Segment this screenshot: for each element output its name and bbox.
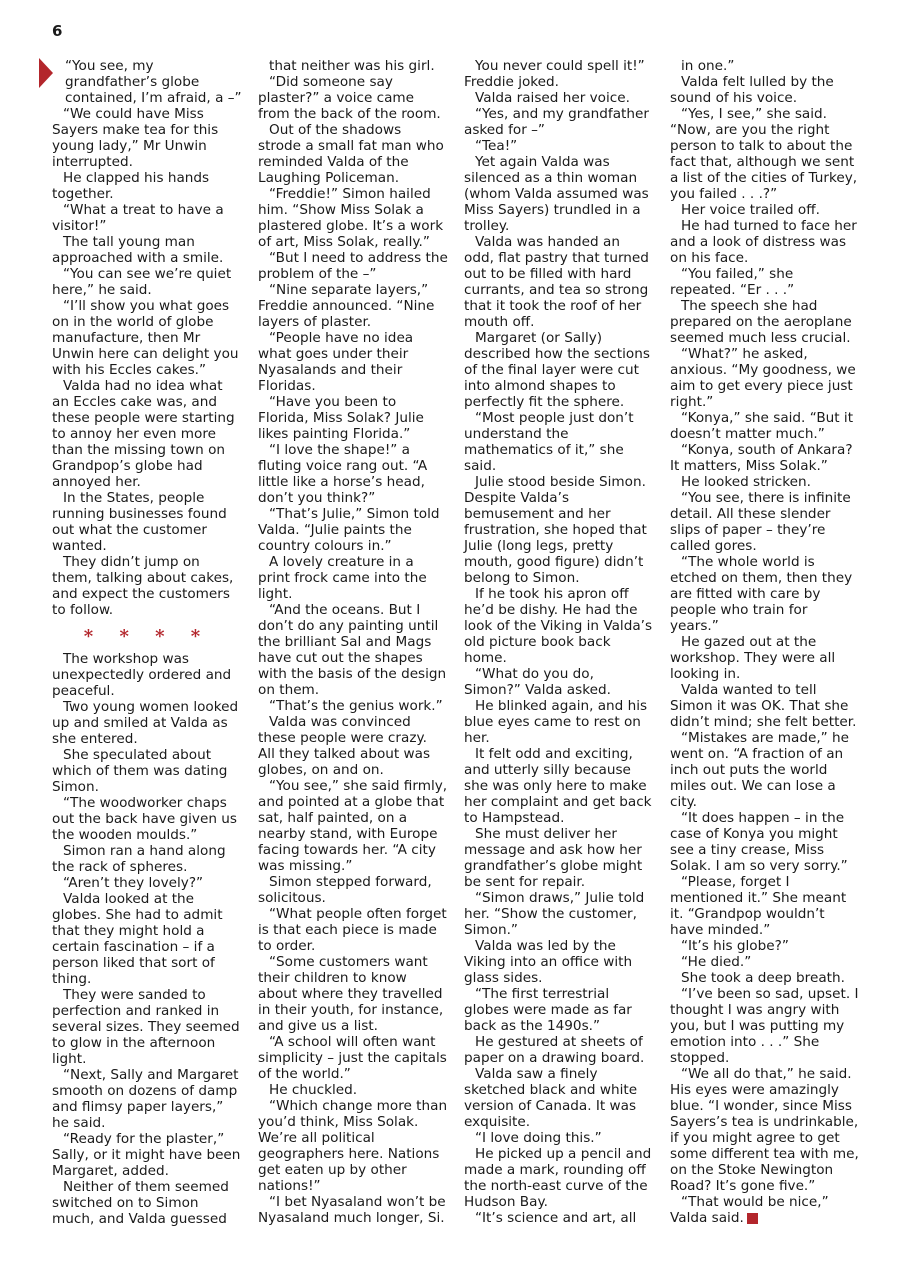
paragraph <box>464 106 654 138</box>
paragraph <box>670 202 860 218</box>
paragraph <box>52 266 242 298</box>
paragraph-text: She speculated about which of them was dating Simon. <box>52 747 228 795</box>
paragraph <box>52 875 242 891</box>
paragraph-text: Simon stepped forward, solicitous. <box>258 874 432 906</box>
paragraph-text: “You see, there is infinite detail. All these slender slips of paper – they’re called gores. <box>670 490 851 554</box>
paragraph <box>258 714 448 778</box>
paragraph <box>52 651 242 699</box>
paragraph <box>52 699 242 747</box>
paragraph-text: He had turned to face her and a look of distress was on his face. <box>670 218 857 266</box>
paragraph <box>464 1066 654 1130</box>
paragraph-text: It felt odd and exciting, and utterly silly because she was only here to make her complaint and get back to Hampstead. <box>464 746 652 826</box>
paragraph <box>464 586 654 666</box>
paragraph-text: “You can see we’re quiet here,” he said. <box>52 266 232 298</box>
paragraph-text: “People have no idea what goes under their Nyasalands and their Floridas. <box>258 330 414 394</box>
paragraph-text: The workshop was unexpectedly ordered and peaceful. <box>52 651 232 699</box>
paragraph <box>52 490 242 554</box>
paragraph <box>670 874 860 938</box>
paragraph <box>464 698 654 746</box>
paragraph-text: Julie stood beside Simon. Despite Valda’s bemusement and her frustration, she hoped that Julie (long legs, pretty mouth, good figure) didn’t belong to Simon. <box>464 474 647 586</box>
paragraph-text: They were sanded to perfection and ranked in several sizes. They seemed to glow in the afternoon light. <box>52 987 240 1067</box>
paragraph-text: “I love the shape!” a fluting voice rang out. “A little like a horse’s head, don’t you think?” <box>258 442 428 506</box>
paragraph-text: Valda saw a finely sketched black and white version of Canada. It was exquisite. <box>464 1066 638 1130</box>
paragraph <box>52 891 242 987</box>
paragraph-text: “Have you been to Florida, Miss Solak? Julie likes painting Florida.” <box>258 394 424 442</box>
paragraph <box>258 74 448 122</box>
paragraph-text: Valda felt lulled by the sound of his voice. <box>670 74 834 106</box>
paragraph <box>670 106 860 202</box>
paragraph-text: “You failed,” she repeated. “Er . . .” <box>670 266 795 298</box>
paragraph <box>52 795 242 843</box>
paragraph-text: “What a treat to have a visitor!” <box>52 202 224 234</box>
column-1-part-a <box>52 58 242 618</box>
paragraph <box>670 266 860 298</box>
paragraph <box>464 410 654 474</box>
paragraph <box>670 410 860 442</box>
paragraph <box>52 58 242 106</box>
paragraph <box>670 74 860 106</box>
paragraph-text: “The whole world is etched on them, then they are fitted with care by people who train for years.” <box>670 554 853 634</box>
paragraph-text: “Some customers want their children to know about where they travelled in their youth, for instance, and give us a list. <box>258 954 444 1034</box>
paragraph-text: Valda was led by the Viking into an office with glass sides. <box>464 938 633 986</box>
paragraph-text: He looked stricken. <box>681 474 811 490</box>
paragraph-text: “What do you do, Simon?” Valda asked. <box>464 666 611 698</box>
paragraph <box>52 170 242 202</box>
paragraph-text: Valda raised her voice. <box>475 90 630 106</box>
paragraph-text: “Yes, I see,” she said. “Now, are you the right person to talk to about the fact that, although we sent a list of the cities of Turkey, you failed . . .?” <box>670 106 858 202</box>
paragraph-text: If he took his apron off he’d be dishy. He had the look of the Viking in Valda’s old picture book back home. <box>464 586 653 666</box>
paragraph-text: He gazed out at the workshop. They were all looking in. <box>670 634 836 682</box>
paragraph <box>670 954 860 970</box>
column-3 <box>464 58 654 1226</box>
paragraph-text: “The first terrestrial globes were made as far back as the 1490s.” <box>464 986 632 1034</box>
paragraph-text: “A school will often want simplicity – just the capitals of the world.” <box>258 1034 447 1082</box>
paragraph-text: “Did someone say plaster?” a voice came from the back of the room. <box>258 74 441 122</box>
paragraph <box>670 58 860 74</box>
paragraph <box>670 1194 860 1226</box>
paragraph-text: “I love doing this.” <box>475 1130 602 1146</box>
paragraph <box>258 698 448 714</box>
paragraph <box>258 954 448 1034</box>
paragraph <box>670 938 860 954</box>
paragraph <box>670 970 860 986</box>
paragraph-text: “Konya,” she said. “But it doesn’t matter much.” <box>670 410 854 442</box>
paragraph-text: “I’ll show you what goes on in the world of globe manufacture, then Mr Unwin here can delight you with his Eccles cakes.” <box>52 298 239 378</box>
paragraph <box>258 250 448 282</box>
paragraph-text: “What people often forget is that each piece is made to order. <box>258 906 447 954</box>
paragraph <box>258 282 448 330</box>
paragraph <box>52 106 242 170</box>
paragraph <box>258 506 448 554</box>
paragraph <box>258 122 448 186</box>
paragraph-text: He chuckled. <box>269 1082 358 1098</box>
paragraph <box>464 1034 654 1066</box>
paragraph <box>464 474 654 586</box>
paragraph-text: Valda wanted to tell Simon it was OK. That she didn’t mind; she felt better. <box>670 682 857 730</box>
paragraph <box>464 90 654 106</box>
paragraph <box>258 394 448 442</box>
paragraph <box>52 554 242 618</box>
paragraph-text: Neither of them seemed switched on to Simon much, and Valda guessed <box>52 1179 229 1227</box>
paragraph-text: “It’s science and art, all <box>475 1210 637 1226</box>
paragraph <box>670 218 860 266</box>
paragraph-text: He clapped his hands together. <box>52 170 210 202</box>
paragraph <box>670 346 860 410</box>
paragraph <box>464 746 654 826</box>
paragraph-text: She took a deep breath. <box>681 970 845 986</box>
paragraph-text: She must deliver her message and ask how her grandfather’s globe might be sent for repair. <box>464 826 643 890</box>
paragraph <box>52 202 242 234</box>
paragraph <box>464 154 654 234</box>
paragraph <box>258 906 448 954</box>
paragraph-text: They didn’t jump on them, talking about cakes, and expect the customers to follow. <box>52 554 234 618</box>
paragraph-text: Valda had no idea what an Eccles cake was, and these people were starting to annoy her even more than the missing town on Grandpop’s globe had annoyed her. <box>52 378 235 490</box>
paragraph <box>670 490 860 554</box>
paragraph-text: He gestured at sheets of paper on a drawing board. <box>464 1034 645 1066</box>
paragraph-text: “We could have Miss Sayers make tea for this young lady,” Mr Unwin interrupted. <box>52 106 219 170</box>
paragraph-text: “Yes, and my grandfather asked for –” <box>464 106 649 138</box>
paragraph-text: “Mistakes are made,” he went on. “A fraction of an inch out puts the world miles out. We can lose a city. <box>670 730 849 810</box>
paragraph-text: “It’s his globe?” <box>681 938 789 954</box>
paragraph-text: “What?” he asked, anxious. “My goodness, we aim to get every piece just right.” <box>670 346 856 410</box>
paragraph-text: “Simon draws,” Julie told her. “Show the customer, Simon.” <box>464 890 645 938</box>
paragraph <box>670 730 860 810</box>
paragraph <box>258 1194 448 1226</box>
paragraph <box>258 330 448 394</box>
story-start-marker-icon <box>39 58 53 88</box>
paragraph-text: “That would be nice,” Valda said. <box>670 1194 829 1226</box>
paragraph <box>670 634 860 682</box>
paragraph <box>258 1098 448 1194</box>
paragraph <box>258 778 448 874</box>
paragraph <box>670 554 860 634</box>
paragraph-text: “It does happen – in the case of Konya you might see a tiny crease, Miss Solak. I am so very sorry.” <box>670 810 848 874</box>
paragraph-text: “Most people just don’t understand the mathematics of it,” she said. <box>464 410 634 474</box>
paragraph <box>464 1130 654 1146</box>
paragraph-text: “Tea!” <box>475 138 518 154</box>
paragraph <box>670 682 860 730</box>
paragraph <box>258 1082 448 1098</box>
paragraph-text: He blinked again, and his blue eyes came to rest on her. <box>464 698 648 746</box>
paragraph <box>670 810 860 874</box>
paragraph-text: “Aren’t they lovely?” <box>63 875 204 891</box>
paragraph-text: in one.” <box>681 58 735 74</box>
paragraph <box>52 1131 242 1179</box>
paragraph-text: The speech she had prepared on the aeroplane seemed much less crucial. <box>670 298 852 346</box>
paragraph <box>464 234 654 330</box>
paragraph-text: “You see, my grandfather’s globe contained, I’m afraid, a –” <box>65 58 242 106</box>
paragraph-text: The tall young man approached with a smile. <box>52 234 224 266</box>
paragraph <box>258 874 448 906</box>
paragraph-text: Her voice trailed off. <box>681 202 820 218</box>
paragraph-text: Two young women looked up and smiled at Valda as she entered. <box>52 699 239 747</box>
paragraph <box>258 1034 448 1082</box>
paragraph <box>258 186 448 250</box>
paragraph <box>464 666 654 698</box>
paragraph <box>464 1146 654 1210</box>
paragraph-text: “Nine separate layers,” Freddie announced. “Nine layers of plaster. <box>258 282 435 330</box>
paragraph <box>52 747 242 795</box>
paragraph-text: “And the oceans. But I don’t do any painting until the brilliant Sal and Mags have cut out the shapes with the basis of the design on them. <box>258 602 447 698</box>
paragraph <box>52 298 242 378</box>
paragraph <box>670 442 860 474</box>
paragraph-text: “Please, forget I mentioned it.” She meant it. “Grandpop wouldn’t have minded.” <box>670 874 847 938</box>
section-break: * * * * <box>83 626 211 647</box>
paragraph-text: “You see,” she said firmly, and pointed at a globe that sat, half painted, on a nearby stand, with Europe facing towards her. “A city was missing.” <box>258 778 448 874</box>
paragraph-text: “The woodworker chaps out the back have given us the wooden moulds.” <box>52 795 237 843</box>
paragraph <box>52 1067 242 1131</box>
paragraph <box>52 234 242 266</box>
paragraph <box>464 1210 654 1226</box>
paragraph <box>464 138 654 154</box>
paragraph-text: “I bet Nyasaland won’t be Nyasaland much longer, Si. <box>258 1194 446 1226</box>
paragraph <box>464 330 654 410</box>
paragraph <box>52 1179 242 1227</box>
paragraph <box>464 58 654 90</box>
paragraph-text: Valda was convinced these people were crazy. All they talked about was globes, on and on. <box>258 714 431 778</box>
paragraph-text: Simon ran a hand along the rack of spheres. <box>52 843 226 875</box>
paragraph-text: “I’ve been so sad, upset. I thought I was angry with you, but I was putting my emotion into . . .” She stopped. <box>670 986 859 1066</box>
paragraph-text: You never could spell it!” Freddie joked. <box>464 58 645 90</box>
paragraph <box>464 890 654 938</box>
paragraph-text: “He died.” <box>681 954 752 970</box>
paragraph-text: Valda looked at the globes. She had to admit that they might hold a certain fascination – if a person liked that sort of thing. <box>52 891 223 987</box>
column-4 <box>670 58 860 1226</box>
paragraph-text: Valda was handed an odd, flat pastry that turned out to be filled with hard currants, and tea so strong that it took the roof of her mouth off. <box>464 234 649 330</box>
paragraph <box>258 554 448 602</box>
paragraph <box>52 378 242 490</box>
paragraph-text: “That’s the genius work.” <box>269 698 443 714</box>
paragraph-text: Out of the shadows strode a small fat man who reminded Valda of the Laughing Policeman. <box>258 122 444 186</box>
paragraph <box>258 442 448 506</box>
paragraph <box>464 938 654 986</box>
paragraph-text: Margaret (or Sally) described how the sections of the final layer were cut into almond shapes to perfectly fit the sphere. <box>464 330 650 410</box>
column-1-part-b <box>52 651 242 1227</box>
paragraph-text: “Next, Sally and Margaret smooth on dozens of damp and flimsy paper layers,” he said. <box>52 1067 239 1131</box>
paragraph-text: “Konya, south of Ankara? It matters, Miss Solak.” <box>670 442 853 474</box>
page-number: 6 <box>52 22 63 40</box>
paragraph <box>258 602 448 698</box>
paragraph <box>670 1066 860 1194</box>
paragraph-text: Yet again Valda was silenced as a thin woman (whom Valda assumed was Miss Sayers) trundled in a trolley. <box>464 154 649 234</box>
paragraph <box>52 987 242 1067</box>
paragraph-text: A lovely creature in a print frock came into the light. <box>258 554 427 602</box>
paragraph-text: In the States, people running businesses found out what the customer wanted. <box>52 490 227 554</box>
paragraph-text: “Freddie!” Simon hailed him. “Show Miss Solak a plastered globe. It’s a work of art, Miss Solak, really.” <box>258 186 444 250</box>
paragraph-text: “But I need to address the problem of the –” <box>258 250 448 282</box>
paragraph-text: “We all do that,” he said. His eyes were amazingly blue. “I wonder, since Miss Sayers’s tea is undrinkable, if you might agree to get some different tea with me, on the Stoke Newington Road? It’s gone five.” <box>670 1066 859 1194</box>
paragraph-text: “That’s Julie,” Simon told Valda. “Julie paints the country colours in.” <box>258 506 440 554</box>
paragraph-text: “Ready for the plaster,” Sally, or it might have been Margaret, added. <box>52 1131 241 1179</box>
paragraph <box>258 58 448 74</box>
paragraph <box>52 843 242 875</box>
paragraph <box>670 474 860 490</box>
paragraph <box>464 986 654 1034</box>
paragraph-text: that neither was his girl. <box>269 58 435 74</box>
paragraph-text: “Which change more than you’d think, Miss Solak. We’re all political geographers here. Nations get eaten up by other nations!” <box>258 1098 448 1194</box>
column-2 <box>258 58 448 1226</box>
paragraph <box>670 986 860 1066</box>
paragraph <box>670 298 860 346</box>
end-of-story-square-icon <box>747 1213 758 1224</box>
paragraph-text: He picked up a pencil and made a mark, rounding off the north-east curve of the Hudson Bay. <box>464 1146 652 1210</box>
column-1 <box>52 58 242 1227</box>
paragraph <box>464 826 654 890</box>
